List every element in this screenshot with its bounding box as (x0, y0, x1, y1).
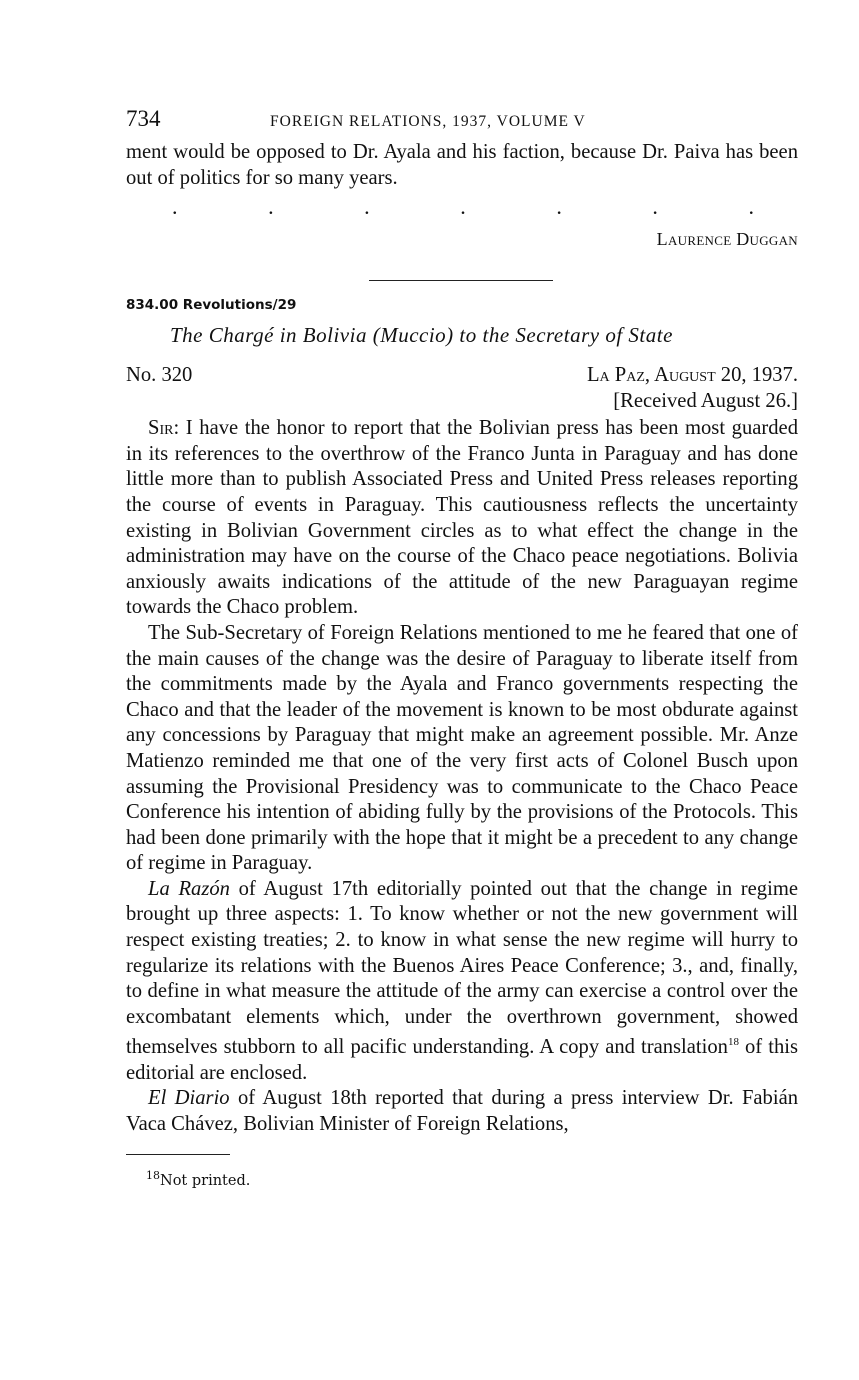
dispatch-line (126, 362, 798, 388)
section-divider (369, 280, 553, 281)
ellipsis-dot: . (748, 194, 754, 220)
paragraph-text: of August 17th editorially pointed out that the change in regime brought up three aspects: 1. To know whether or not the new government will respect existing treaties; 2. to know in what sense the new regime will hurry to regularize its relations with the Buenos Aires Peace Conference; 3., and, finally, to define in what measure the attitude of the army can exercise a control over the excombatant elements which, under the overthrown government, showed themselves stubborn to all pacific understanding. A copy and translation (126, 877, 798, 1059)
footnote-divider (126, 1154, 230, 1155)
ellipsis-dot: . (460, 194, 466, 220)
footnote-text: Not printed. (160, 1172, 251, 1189)
newspaper-name: El Diario (148, 1087, 230, 1110)
running-title: FOREIGN RELATIONS, 1937, VOLUME V (270, 113, 586, 130)
paragraph-text: of this editorial are enclosed. (126, 1036, 798, 1084)
paragraph-text: I have the honor to report that the Bolivian press has been most guarded in its references to the overthrow of the Franco Junta in Paraguay and has done little more than to publish Associated Press and United Press releases reporting the course of events in Paraguay. This cautiousness reflects the uncertainty existing in Bolivian Government circles as to what effect the change in the administration may have on the course of the Chaco peace negotiations. Bolivia anxiously awaits indications of the attitude of the new Paraguayan regime towards the Chaco problem. (126, 417, 798, 619)
dispatch-place-date: La Paz, August 20, 1937. (586, 364, 798, 387)
newspaper-name: La Razón (148, 877, 230, 900)
body-paragraph (126, 621, 798, 877)
file-number: 834.00 Revolutions/29 (126, 297, 297, 314)
document-heading: The Chargé in Bolivia (Muccio) to the Secretary of State (170, 323, 673, 348)
footnote-reference: 18 (727, 1036, 739, 1049)
body-paragraph (126, 877, 798, 1087)
ellipsis-dot: . (268, 194, 274, 220)
paragraph-text: of August 18th reported that during a press interview Dr. Fabián Vaca Chávez, Bolivian Minister of Foreign Relations, (126, 1087, 799, 1136)
footnote-marker: 18 (146, 1168, 160, 1182)
ellipsis-dot: . (652, 194, 658, 220)
dispatch-number: No. 320 (126, 364, 193, 387)
document-body (126, 416, 798, 1137)
footnote (146, 1169, 798, 1189)
signature: Laurence Duggan (656, 229, 798, 250)
ellipsis-row (126, 194, 798, 221)
ellipsis-dot: . (556, 194, 562, 220)
page-number: 734 (126, 106, 161, 131)
body-paragraph (126, 1086, 798, 1137)
ellipsis-dot: . (364, 194, 370, 220)
received-date: [Received August 26.] (613, 390, 798, 413)
document-page (126, 100, 798, 1189)
salutation: Sir: (148, 417, 180, 440)
ellipsis-dot: . (172, 194, 178, 220)
opening-paragraph: ment would be opposed to Dr. Ayala and his faction, because Dr. Paiva has been out of politics for so many years. (126, 141, 798, 189)
paragraph-text: The Sub-Secretary of Foreign Relations mentioned to me he feared that one of the main causes of the change was the desire of Paraguay to liberate itself from the commitments made by the Ayala and Franco governments respecting the Chaco and that the leader of the movement is known to be most obdurate against any concessions by Paraguay that might make an agreement possible. Mr. Anze Matienzo reminded me that one of the very first acts of Colonel Busch upon assuming the Provisional Presidency was to communicate to the Chaco Peace Conference his intention of abiding fully by the provisions of the Protocols. This had been done primarily with the hope that it might be a precedent to any change of regime in Paraguay. (126, 621, 798, 875)
page-header (126, 100, 798, 140)
body-paragraph (126, 416, 798, 621)
